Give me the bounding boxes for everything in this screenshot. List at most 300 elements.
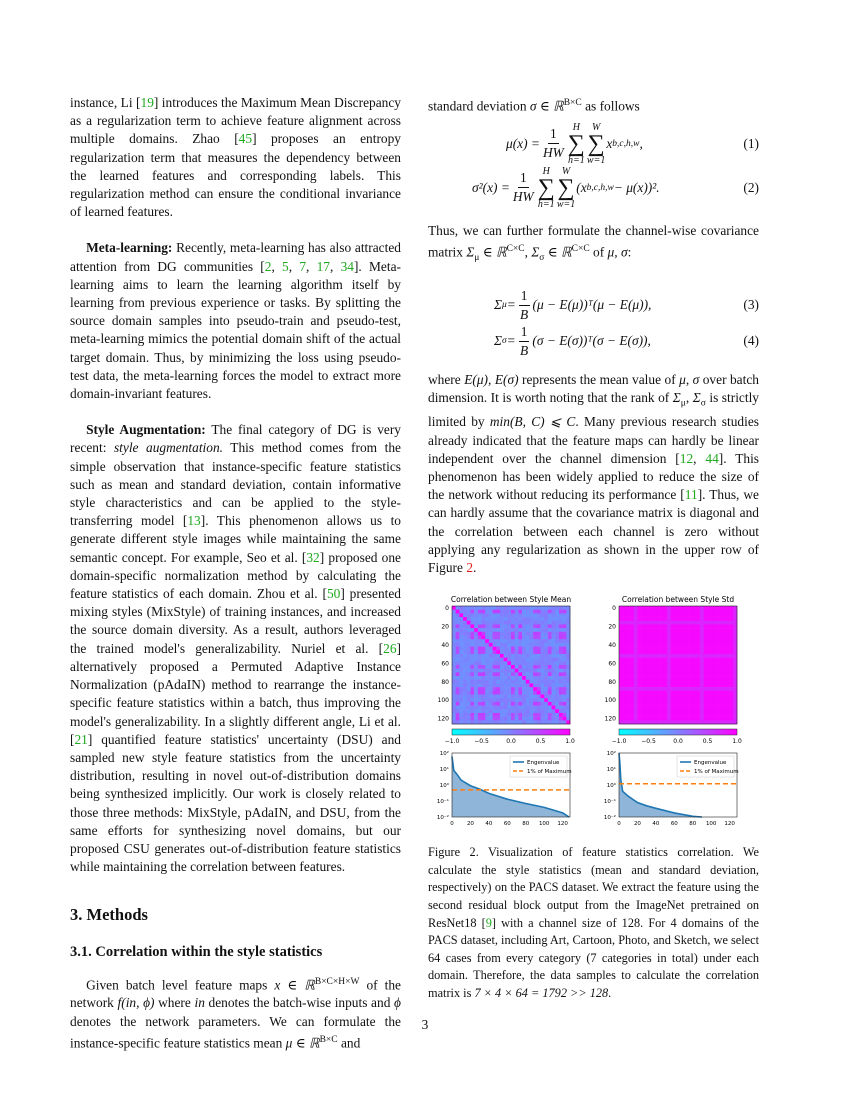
- heatmap-cell: [456, 658, 460, 662]
- heatmap-cell: [685, 680, 689, 684]
- y-tick-label: 10⁻²: [603, 815, 616, 822]
- heatmap-cell: [456, 639, 460, 643]
- heatmap-cell: [529, 706, 533, 710]
- x-tick-label: 80: [689, 821, 697, 828]
- paragraph-covariance: [428, 222, 759, 268]
- heatmap-cell: [619, 687, 623, 691]
- heatmap-cell: [634, 709, 638, 713]
- heatmap-cell: [730, 654, 734, 658]
- heatmap-cell: [456, 680, 460, 684]
- heatmap-cell: [730, 691, 734, 695]
- heatmap-cell: [682, 650, 686, 654]
- heatmap-cell: [563, 680, 567, 684]
- heatmap-cell: [511, 676, 515, 680]
- heatmap-cell: [518, 709, 522, 713]
- heatmap-cell: [660, 636, 664, 640]
- heatmap-cell: [634, 673, 638, 677]
- heatmap-cell: [626, 650, 630, 654]
- heatmap-cell: [726, 636, 730, 640]
- heatmap-cell: [704, 617, 708, 621]
- heatmap-cell: [489, 643, 493, 647]
- heatmap-cell: [485, 706, 489, 710]
- heatmap-cell: [452, 691, 456, 695]
- heatmap-cell: [500, 665, 504, 669]
- heatmap-cell: [463, 698, 467, 702]
- heatmap-cell: [693, 684, 697, 688]
- heatmap-cell: [474, 658, 478, 662]
- heatmap-cell: [485, 654, 489, 658]
- heatmap-cell: [722, 639, 726, 643]
- heatmap-cell: [630, 643, 634, 647]
- equation-2: [428, 166, 759, 210]
- heatmap-cell: [541, 647, 545, 651]
- heatmap-cell: [489, 691, 493, 695]
- heatmap-cell: [507, 654, 511, 658]
- heatmap-cell: [656, 639, 660, 643]
- heatmap-cell: [649, 636, 653, 640]
- heatmap-cell: [485, 643, 489, 647]
- citation-link[interactable]: 19: [140, 95, 154, 110]
- heatmap-cell: [541, 673, 545, 677]
- heatmap-cell: [467, 691, 471, 695]
- heatmap-cell: [459, 669, 463, 673]
- colorbar: [619, 729, 737, 735]
- heatmap-cell: [715, 621, 719, 625]
- heatmap-cell: [674, 702, 678, 706]
- heatmap-cell: [641, 650, 645, 654]
- heatmap-cell: [656, 614, 660, 618]
- heatmap-cell: [678, 695, 682, 699]
- heatmap-cell: [474, 661, 478, 665]
- heatmap-cell: [529, 606, 533, 610]
- heatmap-cell: [511, 606, 515, 610]
- heatmap-cell: [482, 687, 486, 691]
- heatmap-cell: [623, 654, 627, 658]
- heatmap-cell: [689, 610, 693, 614]
- heatmap-cell: [693, 647, 697, 651]
- heatmap-cell: [641, 713, 645, 717]
- heatmap-cell: [652, 647, 656, 651]
- heatmap-cell: [533, 680, 537, 684]
- heatmap-cell: [623, 684, 627, 688]
- heatmap-cell: [667, 610, 671, 614]
- heatmap-cell: [485, 695, 489, 699]
- heatmap-cell: [518, 639, 522, 643]
- heatmap-cell: [470, 606, 474, 610]
- heatmap-cell: [515, 643, 519, 647]
- heatmap-cell: [526, 706, 530, 710]
- heatmap-cell: [637, 680, 641, 684]
- heatmap-cell: [660, 673, 664, 677]
- heatmap-cell: [656, 706, 660, 710]
- heatmap-cell: [485, 636, 489, 640]
- heatmap-cell: [649, 709, 653, 713]
- heatmap-cell: [474, 702, 478, 706]
- heatmap-cell: [552, 665, 556, 669]
- heatmap-cell: [626, 628, 630, 632]
- heatmap-cell: [541, 698, 545, 702]
- heatmap-cell: [696, 695, 700, 699]
- heatmap-cell: [671, 639, 675, 643]
- paragraph-rank: [428, 371, 759, 577]
- heatmap-cell: [533, 706, 537, 710]
- heatmap-cell: [704, 680, 708, 684]
- heatmap-cell: [533, 625, 537, 629]
- heatmap-cell: [682, 636, 686, 640]
- heatmap-cell: [630, 628, 634, 632]
- heatmap-cell: [649, 702, 653, 706]
- heatmap-cell: [452, 639, 456, 643]
- heatmap-cell: [511, 687, 515, 691]
- heatmap-cell: [459, 658, 463, 662]
- heatmap-cell: [544, 617, 548, 621]
- heatmap-cell: [619, 661, 623, 665]
- heatmap-cell: [704, 691, 708, 695]
- heatmap-cell: [500, 687, 504, 691]
- heatmap-cell: [623, 632, 627, 636]
- heatmap-cell: [663, 698, 667, 702]
- heatmap-cell: [507, 684, 511, 688]
- citation-link[interactable]: 17: [316, 258, 330, 274]
- heatmap-cell: [693, 680, 697, 684]
- heatmap-cell: [700, 684, 704, 688]
- heatmap-cell: [496, 661, 500, 665]
- colorbar-tick-label: 1.0: [732, 738, 742, 746]
- heatmap-cell: [704, 717, 708, 721]
- heatmap-cell: [704, 698, 708, 702]
- heatmap-cell: [726, 658, 730, 662]
- heatmap-cell: [685, 632, 689, 636]
- heatmap-cell: [626, 643, 630, 647]
- heatmap-cell: [689, 632, 693, 636]
- heatmap-cell: [489, 617, 493, 621]
- heatmap-cell: [682, 673, 686, 677]
- heatmap-cell: [541, 636, 545, 640]
- heatmap-cell: [526, 698, 530, 702]
- citation-link[interactable]: 7: [299, 258, 307, 274]
- heatmap-cell: [463, 676, 467, 680]
- heatmap-cell: [456, 621, 460, 625]
- heatmap-cell: [529, 661, 533, 665]
- right-column: [428, 94, 759, 1002]
- heatmap-cell: [667, 691, 671, 695]
- heatmap-cell: [682, 654, 686, 658]
- heatmap-cell: [645, 658, 649, 662]
- heatmap-cell: [637, 621, 641, 625]
- heatmap-cell: [496, 617, 500, 621]
- heatmap-cell: [619, 665, 623, 669]
- heatmap-cell: [482, 617, 486, 621]
- heatmap-cell: [474, 665, 478, 669]
- heatmap-cell: [489, 669, 493, 673]
- heatmap-cell: [667, 625, 671, 629]
- citation-link[interactable]: 12: [679, 450, 694, 466]
- heatmap-cell: [722, 643, 726, 647]
- heatmap-cell: [467, 673, 471, 677]
- heatmap-cell: [693, 706, 697, 710]
- heatmap-cell: [663, 695, 667, 699]
- heatmap-cell: [478, 610, 482, 614]
- heatmap-cell: [730, 665, 734, 669]
- heatmap-cell: [671, 632, 675, 636]
- heatmap-cell: [541, 713, 545, 717]
- heatmap-cell: [674, 617, 678, 621]
- citation-link[interactable]: 34: [340, 258, 354, 274]
- heatmap-cell: [715, 632, 719, 636]
- y-tick-label: 40: [441, 642, 449, 649]
- heatmap-cell: [467, 669, 471, 673]
- heatmap-cell: [518, 654, 522, 658]
- citation-link[interactable]: 26: [383, 640, 397, 656]
- heatmap-cell: [682, 698, 686, 702]
- heatmap-cell: [548, 669, 552, 673]
- heatmap-cell: [619, 673, 623, 677]
- heatmap-cell: [719, 621, 723, 625]
- heatmap-cell: [637, 713, 641, 717]
- heatmap-cell: [652, 709, 656, 713]
- heatmap-cell: [533, 673, 537, 677]
- heatmap-cell: [515, 617, 519, 621]
- citation-link[interactable]: 11: [684, 487, 698, 503]
- heatmap-cell: [496, 713, 500, 717]
- heatmap-cell: [637, 706, 641, 710]
- heatmap-cell: [674, 647, 678, 651]
- heatmap-cell: [493, 614, 497, 618]
- heatmap-cell: [704, 625, 708, 629]
- heatmap-cell: [660, 687, 664, 691]
- heatmap-cell: [663, 676, 667, 680]
- heatmap-cell: [685, 673, 689, 677]
- text-segment: ]. This phenomenon allows us to generate different style images while maintaining the same semantic concept. For example, Seo et al. [: [70, 513, 401, 565]
- heatmap-cell: [674, 717, 678, 721]
- heatmap-cell: [511, 636, 515, 640]
- heatmap-cell: [544, 632, 548, 636]
- heatmap-cell: [678, 650, 682, 654]
- heatmap-cell: [689, 621, 693, 625]
- heatmap-cell: [630, 676, 634, 680]
- heatmap-cell: [693, 654, 697, 658]
- heatmap-cell: [696, 643, 700, 647]
- heatmap-cell: [708, 691, 712, 695]
- heatmap-cell: [504, 647, 508, 651]
- heatmap-cell: [696, 621, 700, 625]
- heatmap-cell: [696, 636, 700, 640]
- heatmap-cell: [515, 669, 519, 673]
- heatmap-cell: [722, 717, 726, 721]
- citation-link[interactable]: 50: [326, 586, 341, 602]
- heatmap-cell: [634, 695, 638, 699]
- heatmap-cell: [634, 669, 638, 673]
- heatmap-cell: [649, 713, 653, 717]
- heatmap-cell: [674, 684, 678, 688]
- section-heading-methods: 3. Methods: [70, 905, 148, 925]
- y-tick-label: 10¹: [439, 767, 449, 774]
- heatmap-cell: [555, 643, 559, 647]
- heatmap-cell: [700, 695, 704, 699]
- heatmap-cell: [696, 617, 700, 621]
- heatmap-cell: [522, 636, 526, 640]
- fraction: $\frac{1}{B}$: [520, 287, 529, 322]
- heatmap-cell: [645, 650, 649, 654]
- heatmap-cell: [533, 621, 537, 625]
- heatmap-cell: [478, 614, 482, 618]
- x-tick-label: 120: [557, 821, 568, 828]
- colorbar-tick-label: 0.5: [535, 738, 546, 746]
- heatmap-cell: [667, 665, 671, 669]
- heatmap-cell: [685, 636, 689, 640]
- heatmap-cell: [674, 654, 678, 658]
- heatmap-cell: [700, 687, 704, 691]
- heatmap-cell: [730, 610, 734, 614]
- heatmap-cell: [696, 687, 700, 691]
- heatmap-cell: [467, 706, 471, 710]
- text-segment: Recently, meta-learning has also attracted attention from DG communities [: [70, 240, 401, 274]
- heatmap-cell: [474, 695, 478, 699]
- heatmap-cell: [559, 661, 563, 665]
- heatmap-cell: [656, 661, 660, 665]
- citation-link[interactable]: 21: [74, 731, 88, 747]
- heatmap-cell: [515, 628, 519, 632]
- heatmap-cell: [474, 606, 478, 610]
- heatmap-cell: [526, 625, 530, 629]
- heatmap-cell: [656, 654, 660, 658]
- heatmap-cell: [708, 676, 712, 680]
- citation-link[interactable]: 32: [306, 549, 320, 565]
- heatmap-cell: [496, 702, 500, 706]
- heatmap-cell: [700, 614, 704, 618]
- eq-body: (x: [576, 179, 587, 195]
- heatmap-cell: [637, 684, 641, 688]
- heatmap-cell: [715, 713, 719, 717]
- heatmap-cell: [634, 691, 638, 695]
- heatmap-cell: [730, 636, 734, 640]
- heatmap-cell: [489, 628, 493, 632]
- heatmap-cell: [518, 665, 522, 669]
- text-segment: ]. This phenomenon has been widely applied to reduce the size of the network without reducing its performance [: [428, 450, 760, 503]
- text-segment: ,: [306, 258, 317, 274]
- heatmap-cell: [630, 669, 634, 673]
- heatmap-cell: [689, 661, 693, 665]
- heatmap-cell: [537, 717, 541, 721]
- heatmap-cell: [678, 628, 682, 632]
- heatmap-cell: [526, 695, 530, 699]
- heatmap-cell: [700, 665, 704, 669]
- heatmap-cell: [555, 606, 559, 610]
- heatmap-cell: [726, 684, 730, 688]
- heatmap-cell: [667, 695, 671, 699]
- heatmap-cell: [526, 687, 530, 691]
- heatmap-cell: [533, 636, 537, 640]
- heatmap-cell: [537, 639, 541, 643]
- paragraph-methods-intro: [70, 973, 401, 1053]
- heatmap-cell: [711, 606, 715, 610]
- y-tick-label: 100: [437, 697, 449, 705]
- heatmap-cell: [552, 617, 556, 621]
- heatmap-cell: [548, 610, 552, 614]
- heatmap-cell: [489, 632, 493, 636]
- heatmap-cell: [504, 687, 508, 691]
- heatmap-cell: [452, 695, 456, 699]
- heatmap-cell: [496, 665, 500, 669]
- citation-link[interactable]: 45: [238, 131, 253, 147]
- figure-link[interactable]: 2: [466, 559, 474, 575]
- citation-link[interactable]: 44: [705, 450, 719, 466]
- heatmap-cell: [700, 680, 704, 684]
- heatmap-cell: [722, 698, 726, 702]
- heatmap-cell: [708, 654, 712, 658]
- heatmap-cell: [685, 650, 689, 654]
- heatmap-cell: [693, 709, 697, 713]
- heatmap-cell: [507, 665, 511, 669]
- heatmap-cell: [522, 717, 526, 721]
- citation-link[interactable]: 2: [264, 258, 272, 274]
- heatmap-cell: [515, 691, 519, 695]
- heatmap-cell: [660, 650, 664, 654]
- heatmap-cell: [626, 639, 630, 643]
- heatmap-cell: [678, 698, 682, 702]
- heatmap-cell: [700, 658, 704, 662]
- heatmap-cell: [544, 684, 548, 688]
- heatmap-cell: [634, 680, 638, 684]
- heatmap-cell: [619, 654, 623, 658]
- citation-link[interactable]: 13: [187, 513, 201, 529]
- heatmap-cell: [619, 636, 623, 640]
- heatmap-cell: [726, 680, 730, 684]
- heatmap-cell: [619, 713, 623, 717]
- text-segment: ,: [693, 450, 706, 466]
- heatmap-cell: [623, 709, 627, 713]
- heatmap-cell: [626, 687, 630, 691]
- heatmap-cell: [696, 709, 700, 713]
- heatmap-cell: [726, 614, 730, 618]
- heatmap-cell: [678, 643, 682, 647]
- heatmap-cell: [459, 676, 463, 680]
- heatmap-cell: [671, 673, 675, 677]
- heatmap-cell: [489, 625, 493, 629]
- heatmap-cell: [656, 610, 660, 614]
- heatmap-cell: [559, 680, 563, 684]
- eq-lhs-sub: μ: [501, 300, 507, 311]
- citation-link[interactable]: 5: [282, 258, 289, 274]
- heatmap-cell: [715, 687, 719, 691]
- heatmap-cell: [708, 621, 712, 625]
- heatmap-cell: [504, 614, 508, 618]
- heatmap-cell: [682, 669, 686, 673]
- heatmap-cell: [500, 709, 504, 713]
- heatmap-cell: [493, 687, 497, 691]
- heatmap-cell: [515, 695, 519, 699]
- heatmap-cell: [645, 636, 649, 640]
- heatmap-cell: [682, 684, 686, 688]
- heatmap-cell: [529, 639, 533, 643]
- heatmap-cell: [634, 687, 638, 691]
- heatmap-cell: [518, 625, 522, 629]
- heatmap-cell: [719, 632, 723, 636]
- heatmap-cell: [637, 639, 641, 643]
- heatmap-cell: [711, 702, 715, 706]
- heatmap-cell: [485, 698, 489, 702]
- heatmap-cell: [682, 709, 686, 713]
- heatmap-cell: [496, 706, 500, 710]
- heatmap-cell: [715, 676, 719, 680]
- heatmap-cell: [522, 632, 526, 636]
- heatmap-cell: [537, 628, 541, 632]
- heatmap-cell: [504, 680, 508, 684]
- citation-link[interactable]: 9: [485, 915, 492, 930]
- heatmap-cell: [537, 695, 541, 699]
- heatmap-cell: [500, 698, 504, 702]
- heatmap-cell: [674, 650, 678, 654]
